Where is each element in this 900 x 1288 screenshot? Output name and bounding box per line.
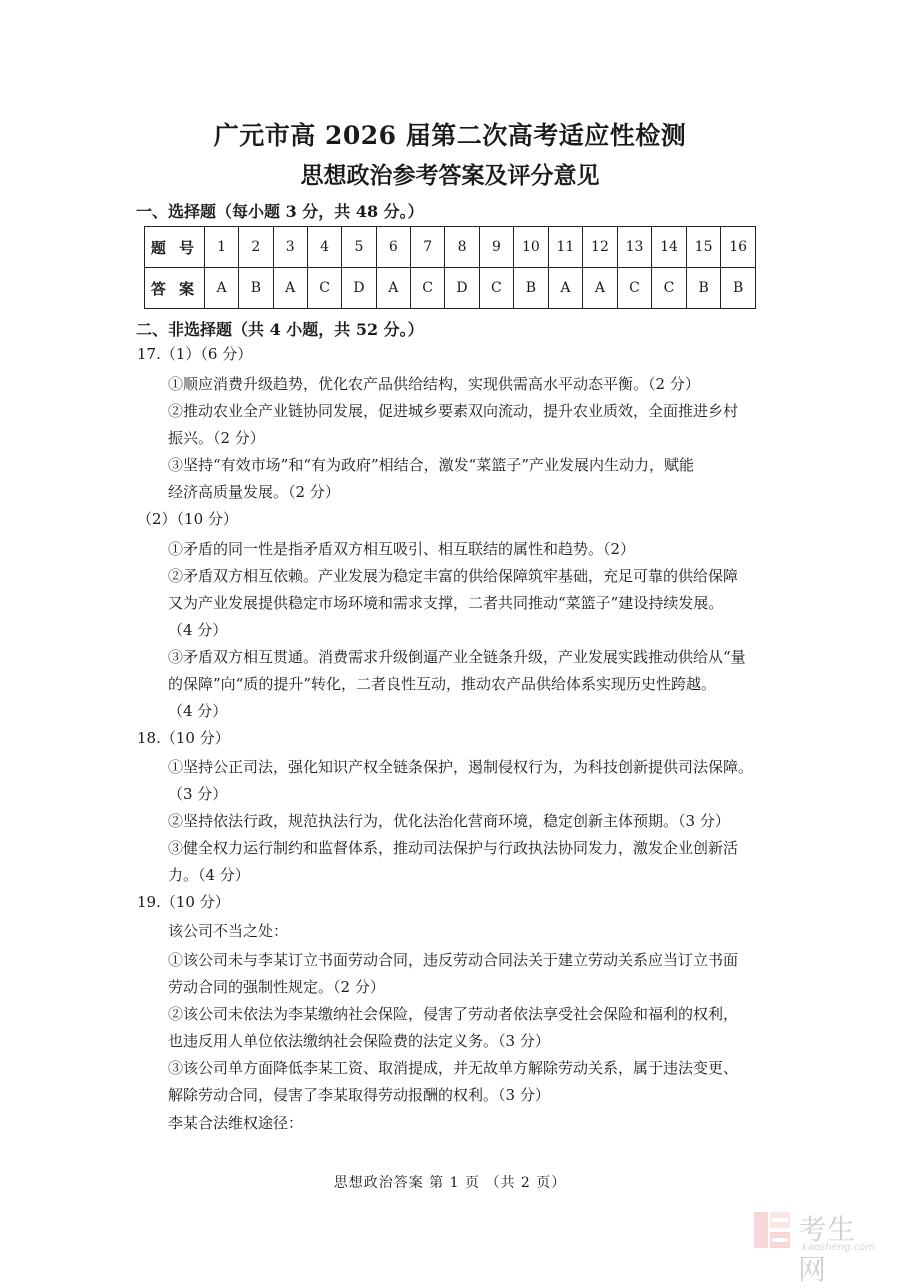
answer-line: ③矛盾双方相互贯通。消费需求升级倒逼产业全链条升级，产业发展实践推动供给从“量	[168, 648, 746, 666]
answer-line: ②该公司未依法为李某缴纳社会保险，侵害了劳动者依法享受社会保险和福利的权利，	[168, 1005, 739, 1023]
answer-line: 李某合法维权途径：	[168, 1114, 304, 1132]
answer-line: ③该公司单方面降低李某工资、取消提成，并无故单方解除劳动关系，属于违法变更、	[168, 1059, 739, 1077]
answer-choice: C	[410, 268, 444, 309]
answer-line: （3 分）	[168, 785, 228, 803]
answer-choice: B	[686, 268, 721, 309]
question-number: 15	[686, 227, 721, 268]
answer-choice: A	[376, 268, 410, 309]
answer-choice: A	[548, 268, 583, 309]
answer-line: 振兴。（2 分）	[168, 429, 265, 447]
question-number: 2	[239, 227, 273, 268]
watermark	[752, 1208, 882, 1286]
question-18-heading: 18.（10 分）	[137, 729, 230, 747]
answer-choice: D	[445, 268, 479, 309]
question-19-heading: 19.（10 分）	[137, 893, 230, 911]
answer-choice: A	[204, 268, 238, 309]
question-number: 16	[721, 227, 756, 268]
answer-choice: A	[583, 268, 618, 309]
answer-line: ②矛盾双方相互依赖。产业发展为稳定丰富的供给保障筑牢基础，充足可靠的供给保障	[168, 567, 739, 585]
question-number: 11	[548, 227, 583, 268]
answer-line: 经济高质量发展。（2 分）	[168, 483, 340, 501]
answer-choice: D	[342, 268, 376, 309]
exam-subtitle: 思想政治参考答案及评分意见	[300, 162, 600, 189]
watermark-logo-icon	[752, 1210, 792, 1250]
question-number: 1	[204, 227, 238, 268]
answer-row	[145, 268, 756, 309]
answer-line: 解除劳动合同，侵害了李某取得劳动报酬的权利。（3 分）	[168, 1086, 550, 1104]
answer-line: （4 分）	[168, 621, 228, 639]
answer-line: 的保障”向“质的提升”转化，二者良性互动，推动农产品供给体系实现历史性跨越。	[168, 675, 717, 693]
answer-choice: C	[617, 268, 652, 309]
page-footer: 思想政治答案 第 1 页 （共 2 页）	[333, 1175, 567, 1191]
question-number: 7	[410, 227, 444, 268]
answer-line: ①该公司未与李某订立书面劳动合同，违反劳动合同法关于建立劳动关系应当订立书面	[168, 951, 739, 969]
answer-choice: B	[514, 268, 549, 309]
question-number: 3	[273, 227, 307, 268]
answer-table	[144, 226, 756, 309]
section1-heading: 一、选择题（每小题 3 分，共 48 分。）	[136, 202, 424, 221]
question-number: 10	[514, 227, 549, 268]
question-number: 12	[583, 227, 618, 268]
watermark-subtext: kaosheng.com	[802, 1242, 875, 1253]
question-number: 13	[617, 227, 652, 268]
question-number: 8	[445, 227, 479, 268]
answer-line: ②坚持依法行政，规范执法行为，优化法治化营商环境，稳定创新主体预期。（3 分）	[168, 812, 730, 830]
answer-line: ③坚持“有效市场”和“有为政府”相结合，激发“菜篮子”产业发展内生动力，赋能	[168, 456, 695, 474]
answer-choice: B	[239, 268, 273, 309]
answer-choice: C	[652, 268, 687, 309]
question-17-part1-heading: 17.（1）（6 分）	[137, 345, 253, 363]
answer-choice: C	[479, 268, 513, 309]
question-number: 4	[307, 227, 341, 268]
answer-choice: A	[273, 268, 307, 309]
answer-line: 劳动合同的强制性规定。（2 分）	[168, 978, 385, 996]
answer-line: 该公司不当之处：	[168, 922, 289, 940]
answer-choice: C	[307, 268, 341, 309]
answer-line: 又为产业发展提供稳定市场环境和需求支撑，二者共同推动“菜篮子”建设持续发展。	[168, 594, 724, 612]
question-number: 5	[342, 227, 376, 268]
answer-choice: B	[721, 268, 756, 309]
answer-line: ②推动农业全产业链协同发展，促进城乡要素双向流动，提升农业质效，全面推进乡村	[168, 402, 739, 420]
question-number-row	[145, 227, 756, 268]
question-17-part2-heading: （2）（10 分）	[137, 510, 238, 528]
answer-line: ①坚持公正司法，强化知识产权全链条保护，遏制侵权行为，为科技创新提供司法保障。	[168, 758, 754, 776]
watermark-text: 考生网	[798, 1213, 857, 1286]
question-number: 9	[479, 227, 513, 268]
answer-line: （4 分）	[168, 702, 228, 720]
exam-title: 广元市高 2026 届第二次高考适应性检测	[213, 121, 687, 150]
question-number: 6	[376, 227, 410, 268]
answer-row-label: 答 案	[145, 268, 205, 309]
answer-line: 也违反用人单位依法缴纳社会保险费的法定义务。（3 分）	[168, 1032, 550, 1050]
answer-line: ③健全权力运行制约和监督体系，推动司法保护与行政执法协同发力，激发企业创新活	[168, 839, 739, 857]
section2-heading: 二、非选择题（共 4 小题，共 52 分。）	[136, 320, 424, 339]
question-number: 14	[652, 227, 687, 268]
number-row-label: 题 号	[145, 227, 205, 268]
answer-line: 力。（4 分）	[168, 866, 250, 884]
answer-line: ①顺应消费升级趋势，优化农产品供给结构，实现供需高水平动态平衡。（2 分）	[168, 375, 700, 393]
answer-line: ①矛盾的同一性是指矛盾双方相互吸引、相互联结的属性和趋势。（2）	[168, 540, 636, 558]
